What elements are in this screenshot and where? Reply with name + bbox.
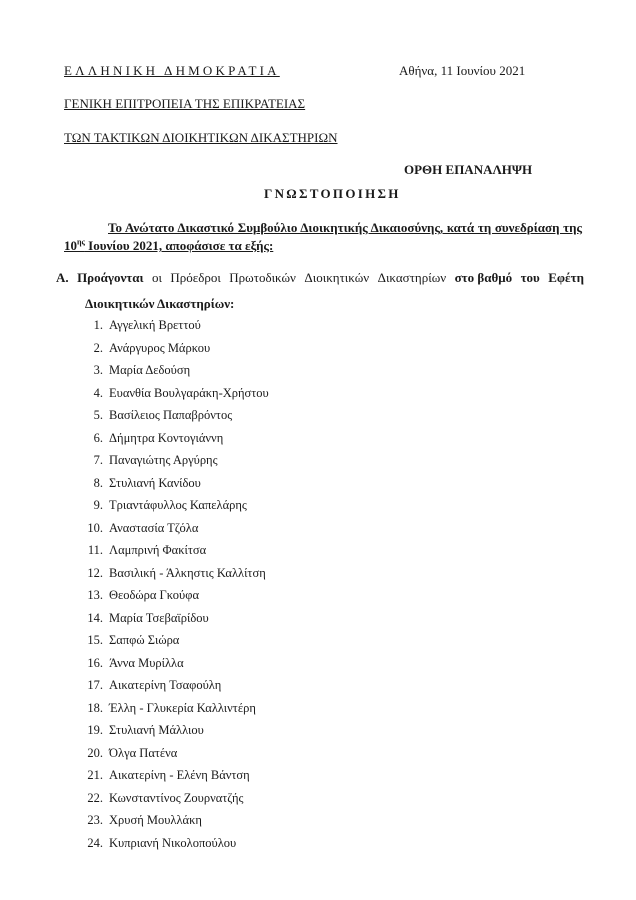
list-item-name: Στυλιανή Κανίδου — [109, 475, 201, 490]
list-item-number: 23. — [87, 813, 103, 827]
list-item-name: Έλλη - Γλυκερία Καλλιντέρη — [109, 700, 256, 715]
list-item-number: 24. — [87, 835, 103, 850]
list-item — [82, 811, 269, 834]
list-item-number: 5. — [93, 408, 103, 422]
list-item-number: 3. — [93, 363, 103, 377]
list-item — [82, 316, 269, 339]
commission-heading-line2: ΤΩΝ ΤΑΚΤΙΚΩΝ ΔΙΟΙΚΗΤΙΚΩΝ ΔΙΚΑΣΤΗΡΙΩΝ — [64, 130, 338, 145]
list-item-name: Παναγιώτης Αργύρης — [109, 453, 218, 467]
list-item-number: 7. — [93, 453, 103, 467]
list-item-number: 4. — [93, 385, 103, 400]
list-item-name: Μαρία Τσεβαϊρίδου — [109, 610, 209, 625]
list-item — [82, 541, 269, 564]
list-item — [82, 789, 269, 812]
section-a-w6: Δικαστηρίων — [377, 270, 447, 285]
list-item — [82, 496, 269, 519]
list-item — [82, 406, 269, 429]
list-item-name: Αικατερίνη Τσαφούλη — [109, 678, 222, 692]
section-a-letter: Α. — [56, 270, 69, 285]
section-a-w5: Διοικητικών — [304, 270, 370, 285]
section-a-w8: του — [520, 270, 540, 285]
list-item — [82, 609, 269, 632]
list-item-number: 12. — [87, 565, 103, 580]
section-a-line1 — [56, 270, 584, 286]
section-a-w7: στο βαθμό — [454, 270, 513, 285]
list-item-number: 8. — [93, 475, 103, 490]
promoted-judges-list — [82, 316, 269, 856]
list-item-name: Σαπφώ Σιώρα — [109, 633, 180, 647]
list-item-name: Μαρία Δεδούση — [109, 363, 191, 377]
intro-line1: Το Ανώτατο Δικαστικό Συμβούλιο Διοικητικής Δικαιοσύνης, κατά τη συνεδρίαση της — [108, 220, 582, 235]
section-a-w2: οι — [151, 270, 162, 285]
list-item — [82, 519, 269, 542]
list-item-number: 18. — [87, 700, 103, 715]
list-item-name: Άννα Μυρίλλα — [109, 655, 184, 670]
document-date: Αθήνα, 11 Ιουνίου 2021 — [399, 63, 526, 78]
list-item-name: Δήμητρα Κοντογιάννη — [109, 430, 224, 445]
section-a-w9: Εφέτη — [548, 270, 584, 285]
list-item-name: Όλγα Πατένα — [109, 745, 178, 760]
republic-heading: ΕΛΛΗΝΙΚΗ ΔΗΜΟΚΡΑΤΙΑ — [64, 63, 280, 78]
list-item-name: Αναστασία Τζόλα — [109, 520, 199, 535]
list-item-name: Βασίλειος Παπαβρόντος — [109, 408, 233, 422]
list-item-name: Αικατερίνη - Ελένη Βάντση — [109, 768, 250, 782]
list-item-name: Ευανθία Βουλγαράκη-Χρήστου — [109, 385, 269, 400]
list-item — [82, 676, 269, 699]
list-item-number: 20. — [87, 745, 103, 760]
list-item — [82, 474, 269, 497]
list-item-number: 13. — [87, 588, 103, 602]
section-a-line2: Διοικητικών Δικαστηρίων: — [85, 296, 235, 311]
list-item-number: 2. — [93, 340, 103, 355]
list-item — [82, 564, 269, 587]
section-a-w3: Πρόεδροι — [170, 270, 221, 285]
list-item-name: Βασιλική - Άλκηστις Καλλίτση — [109, 565, 266, 580]
list-item-number: 6. — [93, 430, 103, 445]
list-item — [82, 384, 269, 407]
intro-day: 10 — [64, 238, 77, 253]
list-item-number: 21. — [87, 768, 103, 782]
list-item-number: 11. — [87, 543, 103, 557]
list-item-number: 16. — [87, 655, 103, 670]
intro-day-suffix: ης — [77, 237, 85, 247]
list-item-number: 10. — [87, 520, 103, 535]
correction-label: ΟΡΘΗ ΕΠΑΝΑΛΗΨΗ — [404, 162, 533, 177]
list-item-name: Αγγελική Βρεττού — [109, 318, 201, 332]
list-item-number: 17. — [87, 678, 103, 692]
list-item — [82, 451, 269, 474]
list-item — [82, 721, 269, 744]
list-item-name: Στυλιανή Μάλλιου — [109, 723, 204, 737]
list-item — [82, 631, 269, 654]
intro-paragraph — [64, 219, 582, 255]
list-item-name: Λαμπρινή Φακίτσα — [109, 543, 207, 557]
list-item-name: Κυπριανή Νικολοπούλου — [109, 835, 237, 850]
list-item — [82, 654, 269, 677]
list-item-number: 19. — [87, 723, 103, 737]
list-item — [82, 586, 269, 609]
intro-line2-rest: Ιουνίου 2021, αποφάσισε τα εξής: — [84, 238, 274, 253]
commission-heading-line1: ΓΕΝΙΚΗ ΕΠΙΤΡΟΠΕΙΑ ΤΗΣ ΕΠΙΚΡΑΤΕΙΑΣ — [64, 96, 306, 111]
list-item — [82, 699, 269, 722]
list-item — [82, 361, 269, 384]
list-item — [82, 834, 269, 857]
list-item — [82, 766, 269, 789]
intro-line2 — [64, 237, 582, 255]
list-item-number: 22. — [87, 790, 103, 805]
section-a-w1: Προάγονται — [77, 270, 144, 285]
document-title: ΓΝΩΣΤΟΠΟΙΗΣΗ — [264, 186, 401, 201]
list-item-name: Κωνσταντίνος Ζουρνατζής — [109, 790, 244, 805]
list-item-name: Τριαντάφυλλος Καπελάρης — [109, 498, 247, 512]
list-item — [82, 429, 269, 452]
list-item — [82, 744, 269, 767]
section-a-w4: Πρωτοδικών — [229, 270, 296, 285]
list-item-name: Θεοδώρα Γκούφα — [109, 588, 200, 602]
section-a — [56, 270, 584, 312]
list-item-number: 9. — [93, 498, 103, 512]
list-item-number: 1. — [93, 318, 103, 332]
list-item-number: 15. — [87, 633, 103, 647]
list-item-number: 14. — [87, 610, 103, 625]
list-item-name: Χρυσή Μουλλάκη — [109, 813, 202, 827]
list-item-name: Ανάργυρος Μάρκου — [109, 340, 211, 355]
list-item — [82, 339, 269, 362]
